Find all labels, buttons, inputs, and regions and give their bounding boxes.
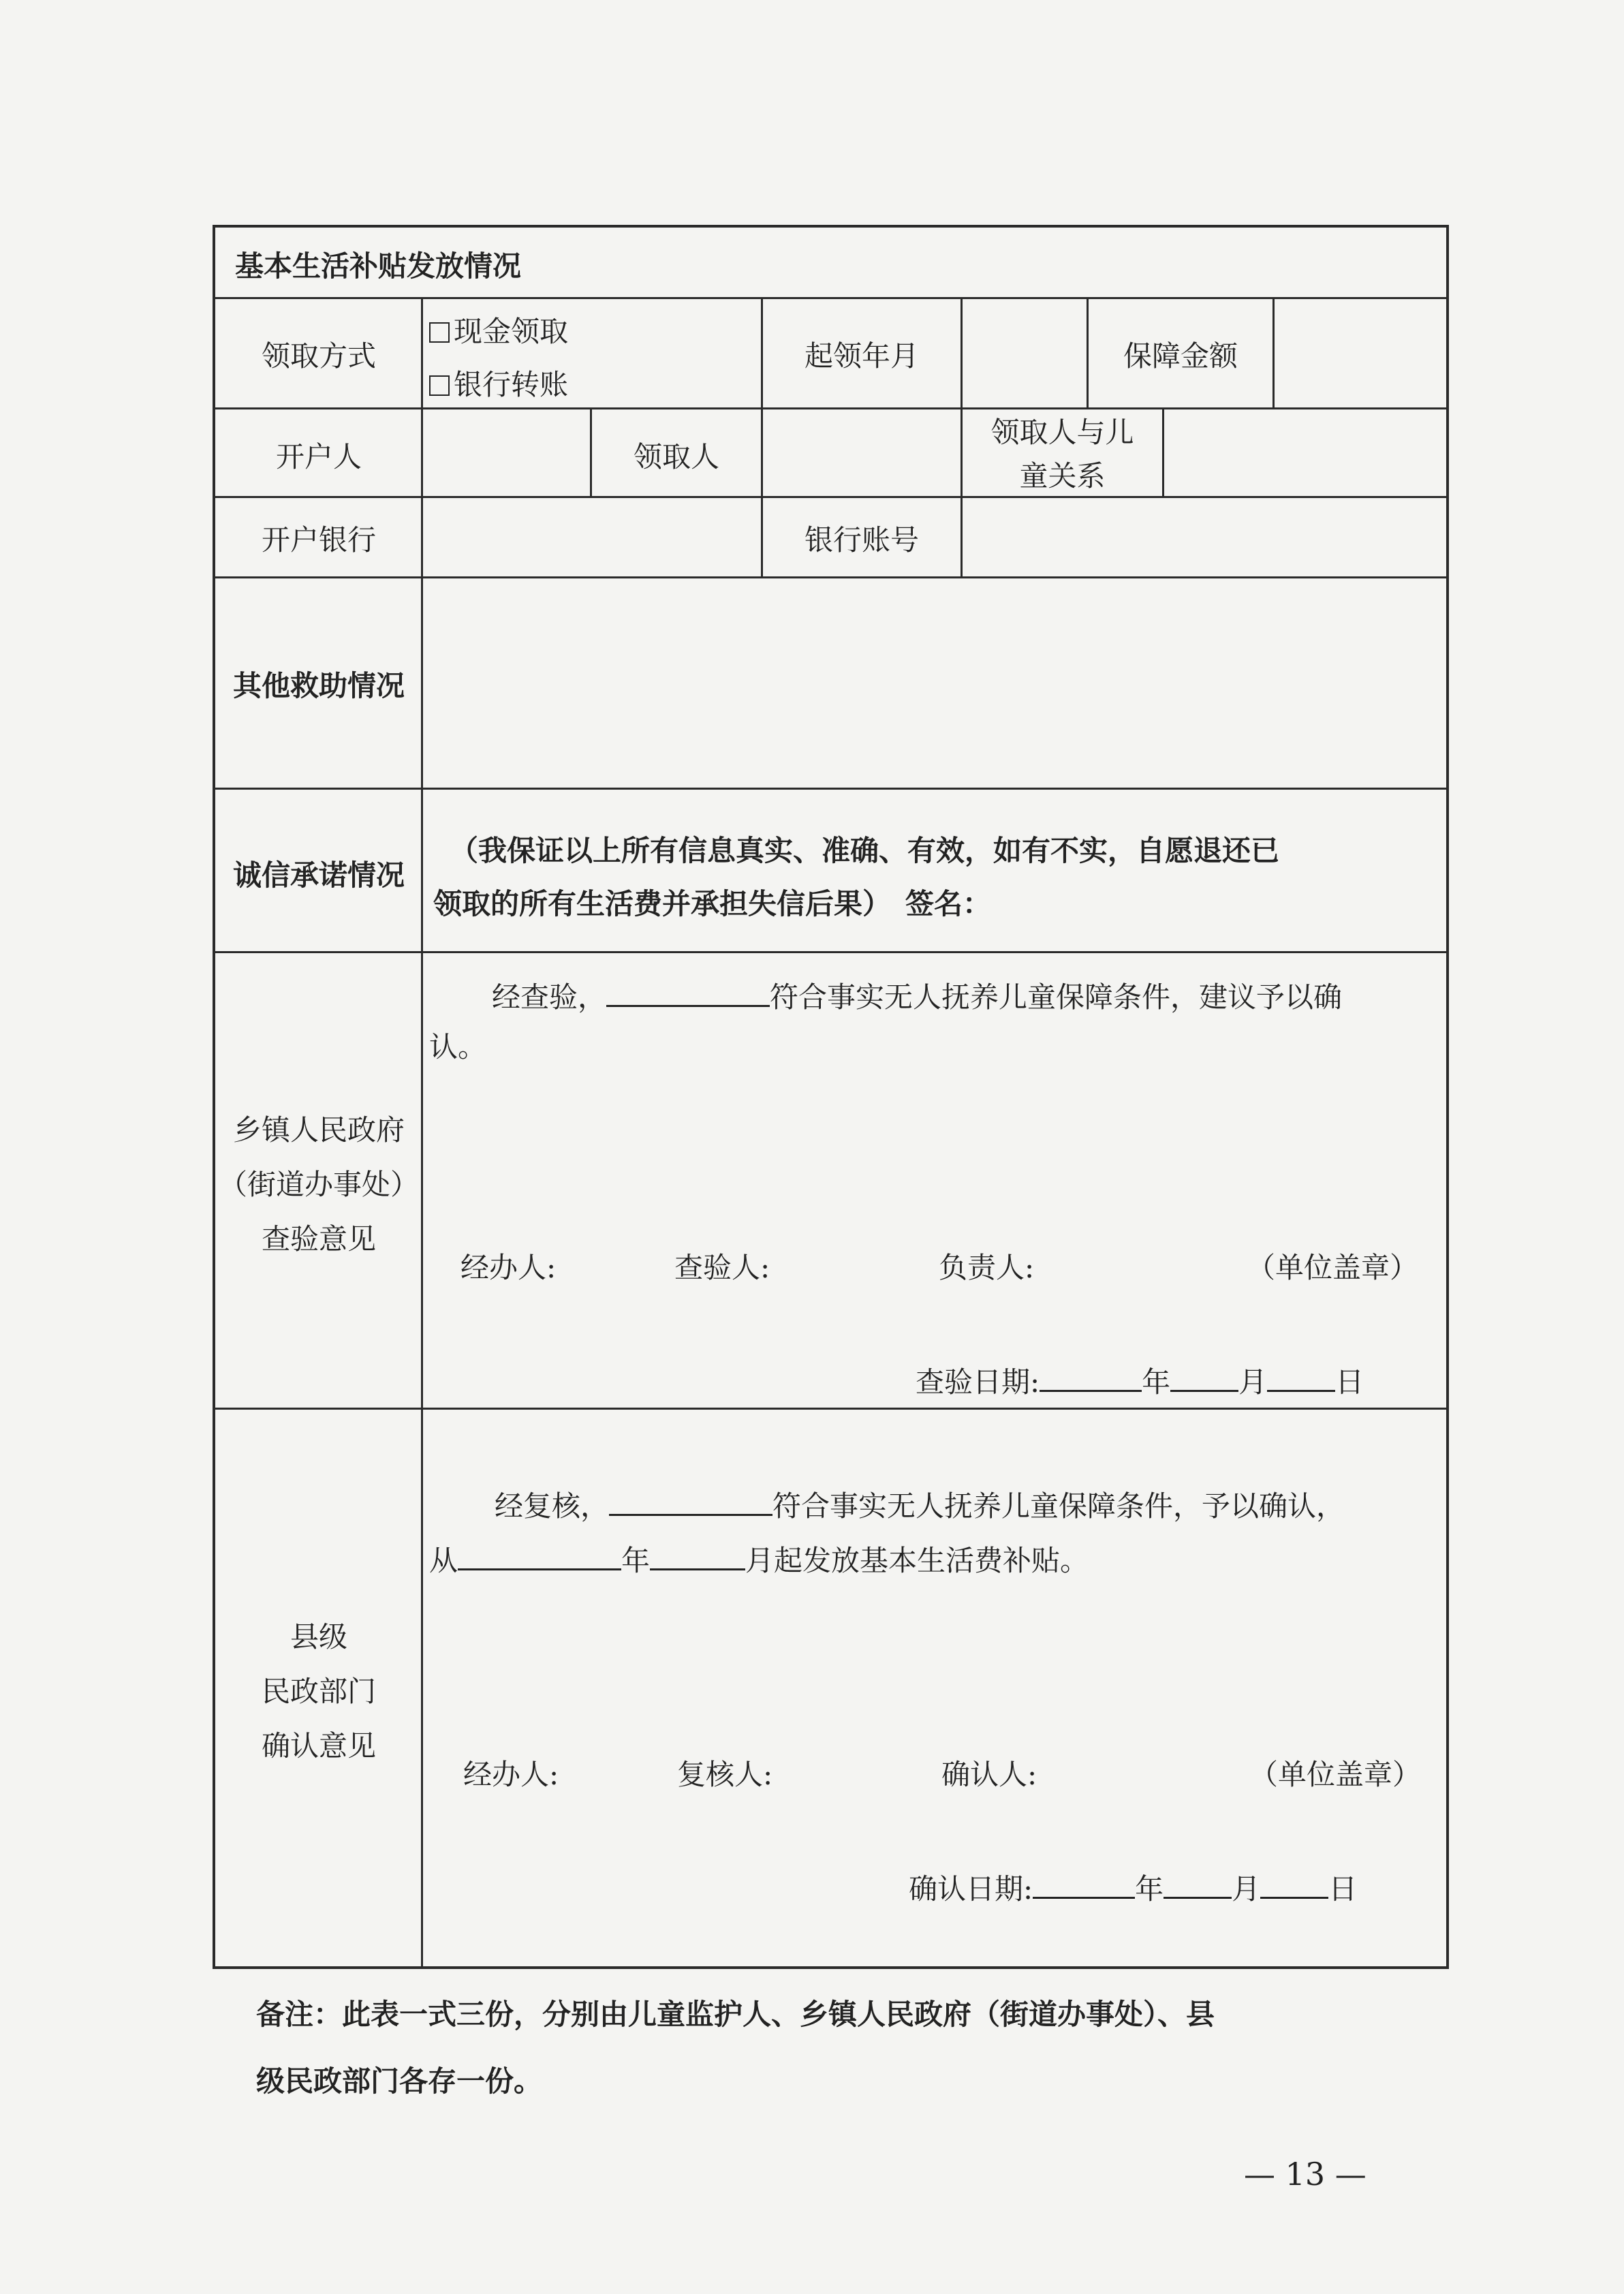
recipient-label: 领取人	[633, 440, 719, 474]
county-text-post: 符合事实无人抚养儿童保障条件，予以确认，	[772, 1489, 1345, 1523]
relation-field[interactable]	[1165, 410, 1446, 495]
county-year-blank[interactable]	[1033, 1871, 1135, 1899]
row-divider	[214, 1408, 1448, 1410]
row-divider	[214, 297, 1448, 299]
account-no-field[interactable]	[963, 499, 1446, 575]
township-text-pre: 经查验，	[492, 980, 607, 1014]
other-aid-field[interactable]	[424, 579, 1446, 786]
county-opinion-line2	[429, 1543, 1089, 1575]
county-confirmer: 确认人:	[941, 1758, 1037, 1791]
county-start-month-blank[interactable]	[650, 1543, 745, 1570]
col-divider	[1162, 407, 1164, 497]
county-seal: （单位盖章）	[1249, 1758, 1422, 1791]
amount-label: 保障金额	[1123, 339, 1238, 373]
county-text-pre: 经复核，	[495, 1489, 610, 1523]
county-date-row	[909, 1871, 1357, 1904]
option-bank-label: 银行转账	[454, 368, 569, 401]
township-inspector: 查验人:	[674, 1251, 770, 1284]
amount-field[interactable]	[1275, 300, 1446, 406]
relation-label-line1: 领取人与儿	[990, 416, 1134, 449]
row-divider	[214, 496, 1448, 498]
county-text-from: 从	[429, 1544, 458, 1577]
note-line1: 备注：此表一式三份，分别由儿童监护人、乡镇人民政府（街道办事处）、县	[256, 1998, 1215, 2031]
township-text-line2: 认。	[429, 1030, 487, 1064]
page-number: — 13 —	[1244, 2156, 1367, 2192]
option-cash	[429, 317, 568, 346]
county-label-line1: 县级	[290, 1620, 347, 1654]
township-label-line3: 查验意见	[261, 1222, 376, 1256]
relation-label-line2: 童关系	[1019, 459, 1106, 493]
row-divider	[214, 576, 1448, 578]
section-title: 基本生活补贴发放情况	[235, 249, 522, 283]
township-name-blank[interactable]	[606, 979, 770, 1007]
county-handler: 经办人:	[463, 1758, 559, 1791]
col-divider	[1272, 297, 1275, 409]
cash-checkbox[interactable]	[429, 322, 450, 343]
county-text-year: 年	[621, 1544, 651, 1577]
county-reviewer: 复核人:	[677, 1758, 773, 1791]
township-month: 月	[1238, 1365, 1268, 1399]
county-day: 日	[1328, 1872, 1358, 1906]
county-month: 月	[1232, 1872, 1261, 1906]
bank-checkbox[interactable]	[429, 375, 450, 396]
county-label-line2: 民政部门	[261, 1675, 376, 1708]
township-date-label: 查验日期:	[916, 1365, 1040, 1399]
account-holder-field[interactable]	[424, 410, 589, 495]
row-divider	[214, 407, 1448, 409]
county-label-line3: 确认意见	[261, 1729, 376, 1763]
row-divider	[214, 951, 1448, 953]
township-day: 日	[1335, 1365, 1364, 1399]
start-month-label: 起领年月	[804, 339, 919, 373]
county-day-blank[interactable]	[1260, 1871, 1328, 1899]
county-date-label: 确认日期:	[909, 1872, 1033, 1906]
start-month-field[interactable]	[963, 300, 1086, 406]
township-year-blank[interactable]	[1040, 1364, 1142, 1392]
township-day-blank[interactable]	[1267, 1364, 1335, 1392]
integrity-label: 诚信承诺情况	[232, 858, 405, 892]
bank-field[interactable]	[424, 499, 760, 575]
account-holder-label: 开户人	[275, 440, 362, 474]
note-line2: 级民政部门各存一份。	[256, 2064, 543, 2098]
county-year: 年	[1135, 1872, 1164, 1906]
county-month-blank[interactable]	[1164, 1871, 1232, 1899]
township-seal: （单位盖章）	[1247, 1251, 1419, 1284]
township-label-line2: （街道办事处）	[218, 1168, 419, 1201]
township-month-blank[interactable]	[1170, 1364, 1238, 1392]
collection-method-label: 领取方式	[261, 339, 376, 373]
township-date-row	[916, 1364, 1364, 1397]
bank-label: 开户银行	[261, 523, 376, 557]
township-handler: 经办人:	[460, 1251, 557, 1284]
account-no-label: 银行账号	[804, 523, 919, 557]
township-person-in-charge: 负责人:	[939, 1251, 1035, 1284]
option-cash-label: 现金领取	[454, 315, 569, 348]
county-text-rest: 月起发放基本生活费补贴。	[745, 1544, 1089, 1577]
integrity-text-line2: 领取的所有生活费并承担失信后果） 签名：	[433, 887, 992, 920]
county-opinion-line1	[495, 1488, 1345, 1521]
township-year: 年	[1142, 1365, 1171, 1399]
row-divider	[214, 788, 1448, 790]
township-opinion-line1	[492, 979, 1342, 1012]
county-name-blank[interactable]	[609, 1488, 772, 1516]
township-label-line1: 乡镇人民政府	[232, 1113, 405, 1147]
option-bank	[429, 368, 569, 401]
county-start-year-blank[interactable]	[458, 1543, 621, 1570]
col-divider	[421, 297, 423, 1968]
recipient-field[interactable]	[764, 410, 960, 495]
township-text-post: 符合事实无人抚养儿童保障条件，建议予以确	[770, 980, 1343, 1014]
other-aid-label: 其他救助情况	[232, 669, 405, 702]
integrity-text-line1: （我保证以上所有信息真实、准确、有效，如有不实，自愿退还已	[450, 834, 1280, 867]
